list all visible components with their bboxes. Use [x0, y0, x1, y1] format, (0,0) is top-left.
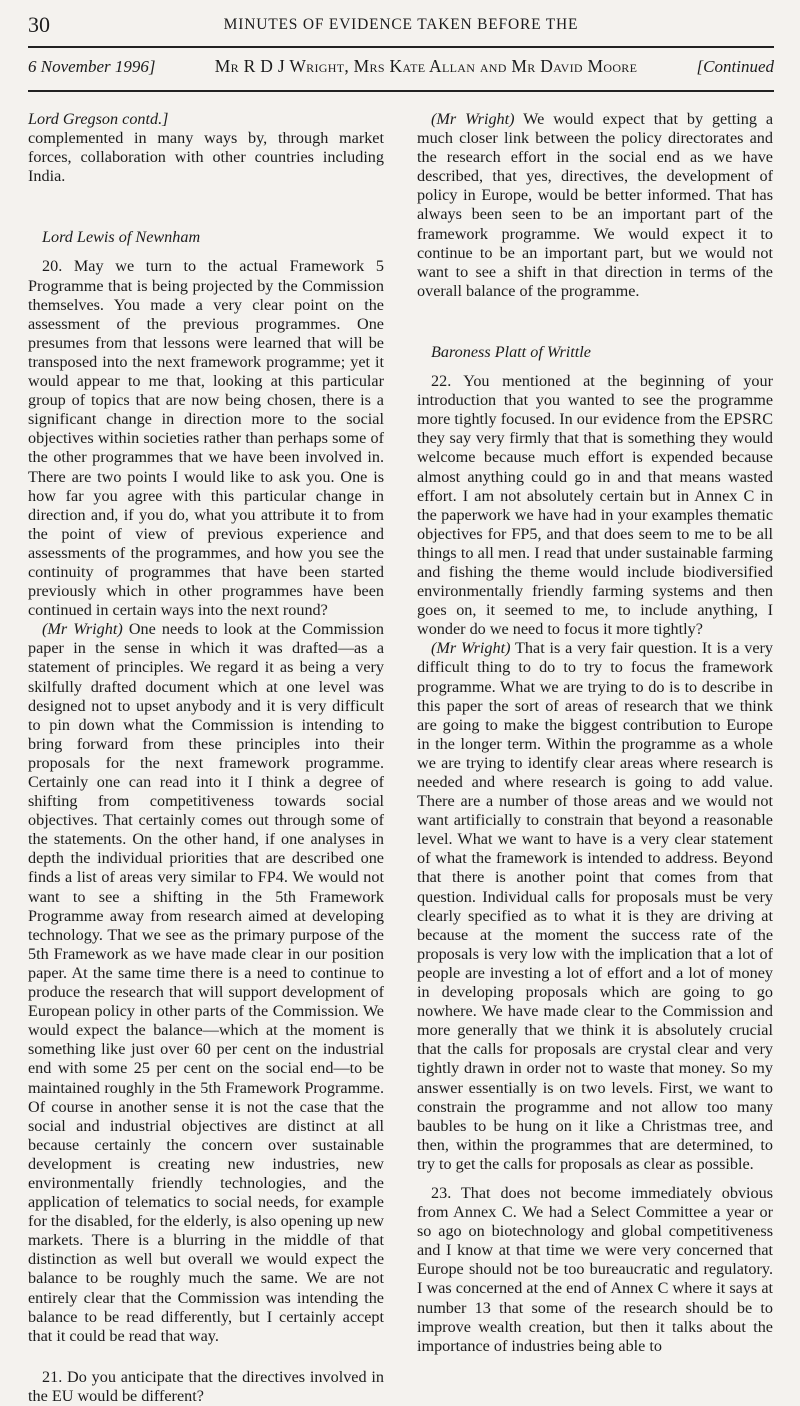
question-20: 20. May we turn to the actual Framework 5 Programme that is being projected by the Commission themselves. You made a very clear point on the assessment of the previous programmes. One presumes from that lessons were learned that will be transposed into the next framework programme; yet it would appear to me that, looking at this particular group of topics that are now being chosen, there is a significant change in direction more to the social objectives within societies rather than perhaps some of the other programmes that we have been involved in. There are two points I would like to ask you. One is how far you agree with this particular change in direction and, if you do, what you attribute it to from the point of view of previous experience and assessments of the programmes, and how you see the continuity of programmes that have been started previously which in other programmes have been continued in certain ways into the next round?: [28, 257, 384, 620]
question-23: 23. That does not become immediately obvious from Annex C. We had a Select Committee a year or so ago on biotechnology and global competitiveness and I know at that time we were very concerned that Europe should not be too bureaucratic and regulatory. I was concerned at the end of Annex C where it says at number 13 that some of the research should be to improve wealth creation, but then it talks about the importance of industries being able to: [417, 1183, 773, 1355]
witness-names: Mr R D J Wright, Mrs Kate Allan and Mr David Moore: [214, 56, 638, 76]
right-column: [417, 110, 773, 1356]
answer-21-speaker: (Mr Wright): [431, 110, 515, 128]
answer-20-text: One needs to look at the Commission paper in the sense in which it was drafted—as a statement of principles. We regard it as being a very skilfully drafted document which at one level was designed not to upset anybody and it is very difficult to pin down what the Commission is intending to bring forward from these principles into their proposals for the next framework programme. Certainly one can read into it I think a degree of shifting from competitiveness towards social objectives. That certainly comes out through some of the statements. On the other hand, if one analyses in depth the individual priorities that are described one finds a list of areas very similar to FP4. We would not want to see a shifting in the 5th Framework Programme away from research aimed at developing technology. That we see as the primary purpose of the 5th Framework as we have made clear in our position paper. At the same time there is a need to continue to produce the research that will support development of European policy in other parts of the Commission. We would expect the balance—which at the moment is something like just over 60 per cent on the industrial end with some 25 per cent on the social end—to be maintained roughly in the 5th Framework Programme. Of course in another sense it is not the case that the social and industrial objectives are distinct at all because certainly the concern over sustainable development is creating new industries, new environmentally friendly technologies, and the application of telematics to social needs, for example for the disabled, for the elderly, is also opening up new markets. There is a blurring in the middle of that distinction as well but overall we would expect the balance to be roughly much the same. We are not entirely clear that the Commission was intending the balance to be read differently, but I certainly accept that it could be read that way.: [28, 620, 384, 1345]
header-rule-bottom: [28, 90, 774, 92]
answer-22-text: That is a very fair question. It is a very difficult thing to do to try to focus the framework programme. What we are trying to do is to describe in this paper the sort of areas of research that we think are going to make the biggest contribution to Europe in the longer term. Within the programme as a whole we are trying to identify clear areas where research is needed and where research is going to add value. There are a number of those areas and we would not want artificially to constrain that beyond a reasonable level. What we want to have is a very clear statement of what the framework is intended to address. Beyond that there is another point that comes from that question. Individual calls for proposals must be very clearly specified as to what it is they are driving at because at the moment the success rate of the proposals is very low with the implication that a lot of people are investing a lot of effort and a lot of money in developing proposals which are going to go nowhere. We have made clear to the Commission and more generally that we think it is absolutely crucial that the calls for proposals are crystal clear and very tightly drawn in order not to waste that money. So my answer essentially is on two levels. First, we want to constrain the programme and not allow too many baubles to be hung on it like a Christmas tree, and then, within the programmes that are determined, to try to get the calls for proposals as clear as possible.: [417, 639, 773, 1173]
session-line: [28, 56, 774, 84]
speaker-platt: Baroness Platt of Writtle: [431, 342, 591, 361]
answer-21-text: We would expect that by getting a much closer link between the policy directorates and the research effort in the social end as we have described, that yes, directives, the development of policy in Europe, would be better informed. That has always been seen to be an important part of the framework programme. We would expect it to continue to be an important part, but we would not want to see a shift in that direction in terms of the overall balance of the programme.: [417, 110, 774, 300]
answer-20: [28, 620, 384, 1346]
answer-21: [417, 110, 773, 301]
speaker-lewis: Lord Lewis of Newnham: [42, 228, 201, 247]
answer-20-speaker: (Mr Wright): [42, 620, 123, 639]
paragraph-intro: complemented in many ways by, through market forces, collaboration with other countries including India.: [28, 129, 384, 186]
question-21: 21. Do you anticipate that the directives involved in the EU would be different?: [28, 1367, 384, 1405]
question-22: 22. You mentioned at the beginning of your introduction that you wanted to see the programme more tightly focused. In our evidence from the EPSRC they say very firmly that that is something they would welcome because much effort is expended because almost anything could go in and that means wasted effort. I am not absolutely certain but in Annex C in the paperwork we have had in your examples thematic objectives for FP5, and that does seem to me to be all things to all men. I read that under sustainable farming and fishing the theme would include biodiversified environmentally friendly farming systems and then goes on, it seemed to me, to include anything, I wonder do we need to focus it more tightly?: [417, 372, 773, 639]
speaker-continued: Lord Gregson contd.]: [28, 110, 169, 128]
left-column: [28, 110, 384, 1406]
running-title: MINUTES OF EVIDENCE TAKEN BEFORE THE: [223, 16, 579, 33]
header-rule-top: [28, 46, 774, 48]
continued-label: [Continued: [696, 57, 774, 76]
answer-22: [417, 639, 773, 1174]
answer-22-speaker: (Mr Wright): [431, 639, 511, 658]
session-date: 6 November 1996]: [28, 57, 156, 76]
page-number: 30: [28, 12, 50, 37]
